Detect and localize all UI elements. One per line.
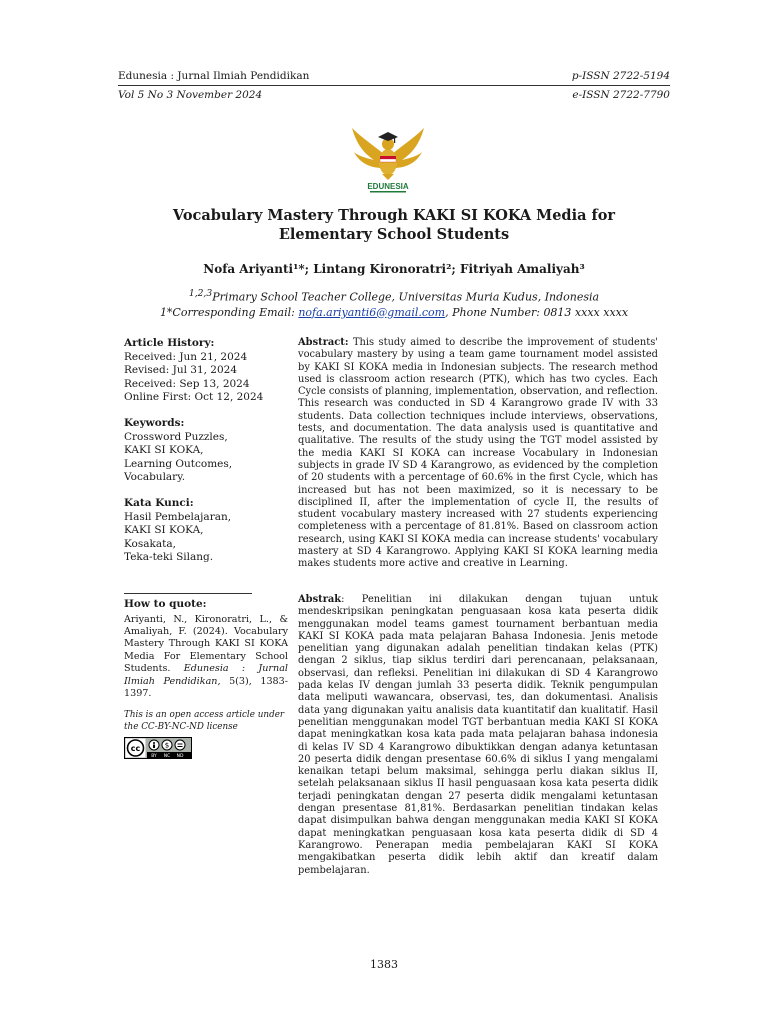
history-heading: Article History: xyxy=(124,337,215,349)
cc-license-badge-icon[interactable] xyxy=(124,737,192,759)
title-line-1: Vocabulary Mastery Through KAKI SI KOKA Media for xyxy=(172,207,616,224)
keyword-item: KAKI SI KOKA, xyxy=(124,444,204,457)
page-number: 1383 xyxy=(370,958,398,971)
howto-heading: How to quote: xyxy=(124,597,207,610)
history-item: Revised: Jul 31, 2024 xyxy=(124,364,238,377)
pissn: p-ISSN 2722-5194 xyxy=(571,70,670,82)
howto-citation: Ariyanti, N., Kironoratri, L., & Amaliyah, F. (2024). Vocabulary Mastery Through KAKI SI KOKA Media For Elementary School Students. Edunesia : Jurnal Ilmiah Pendidikan, 5(3), 1383-1397. xyxy=(124,613,288,699)
keyword-item: Vocabulary. xyxy=(124,471,186,484)
keyword-item: Crossword Puzzles, xyxy=(124,430,228,443)
cc-nd-label: ND xyxy=(176,754,184,760)
cc-by-label: BY xyxy=(151,754,157,760)
howto-rule xyxy=(124,593,252,594)
volume-info: Vol 5 No 3 November 2024 xyxy=(118,89,263,101)
history-item: Received: Jun 21, 2024 xyxy=(124,350,248,363)
article-title xyxy=(118,206,670,244)
svg-text:cc: cc xyxy=(130,744,141,754)
abstract-text: This study aimed to describe the improvement of students' vocabulary mastery by using a team game tournament model assisted by KAKI SI KOKA media in Indonesian subjects. The research method used is classroom action research (PTK), which has two cycles. Each Cycle consists of planning, implementation, observation, and reflection. This research was conducted in SD 4 Karangrowo grade IV with 33 students. Data collection techniques include interviews, observations, tests, and documentation. The data analysis used is quantitative and qualitative. The results of the study using the TGT model assisted by the media KAKI SI KOKA can increase Vocabulary in Indonesian subjects in grade IV SD 4 Karangrowo, as evidenced by the completion of 20 students with a percentage of 60.6% in the first Cycle, which has increased but has not been maximized, so it is necessary to be disciplined II, after the implementation of cycle II, the results of student vocabulary mastery increased with 27 students experiencing completeness with a percentage of 81.81%. Based on classroom action research, using KAKI SI KOKA media can increase students' vocabulary mastery at SD 4 Karangrowo. Applying KAKI SI KOKA learning media makes students more active and creative in Learning. xyxy=(298,337,658,570)
affiliation: $^{1,2,3}$Primary School Teacher College, Universitas Muria Kudus, Indonesia xyxy=(188,288,600,304)
author-list: Nofa Ariyanti¹*; Lintang Kironoratri²; Fitriyah Amaliyah³ xyxy=(203,262,585,276)
corresponding-line: 1*Corresponding Email: nofa.ariyanti6@gmail.com, Phone Number: 0813 xxxx xxxx xyxy=(159,305,629,319)
edunesia-logo-icon xyxy=(348,118,428,196)
journal-name: Edunesia : Jurnal Ilmiah Pendidikan xyxy=(118,70,310,82)
left-sidebar xyxy=(124,337,288,764)
eissn: e-ISSN 2722-7790 xyxy=(572,89,670,101)
kata-kunci-heading: Kata Kunci: xyxy=(124,496,194,509)
abstract-label: Abstract: xyxy=(298,337,349,348)
logo-text: EDUNESIA xyxy=(367,182,409,191)
svg-text:$: $ xyxy=(164,741,170,750)
abstract-english xyxy=(298,337,658,571)
abstract-indonesian xyxy=(298,594,658,877)
kata-kunci-item: KAKI SI KOKA, xyxy=(124,524,204,537)
history-item: Online First: Oct 12, 2024 xyxy=(124,391,264,404)
license-text: This is an open access article under the CC-BY-NC-ND license xyxy=(124,710,285,732)
running-header-top xyxy=(118,70,670,82)
kata-kunci-item: Teka-teki Silang. xyxy=(124,551,214,564)
affiliation-block xyxy=(118,286,670,320)
history-item: Received: Sep 13, 2024 xyxy=(124,377,250,390)
running-header-bottom xyxy=(118,89,670,101)
title-line-2: Elementary School Students xyxy=(278,226,510,243)
abstrak-text: : Penelitian ini dilakukan dengan tujuan untuk mendeskripsikan peningkatan penguasaan kosa kata peserta didik menggunakan model teams gamest tournament berbantuan media KAKI SI KOKA pada mata pelajaran Bahasa Indonesia. Jenis metode penelitian yang digunakan adalah penelitian tindakan kelas (PTK) dengan 2 siklus, tiap siklus terdiri dari perencanaan, pelaksanaan, observasi, dan refleksi. Penelitian ini dilakukan di SD 4 Karangrowo pada kelas IV dengan jumlah 33 peserta didik. Teknik pengumpulan data meliputi wawancara, observasi, tes, dan dokumentasi. Analisis data yang digunakan yaitu analisis data kuantitatif dan kualitatif. Hasil penelitian menggunakan model TGT berbantuan media KAKI SI KOKA dapat meningkatkan kosa kata pada mata pelajaran bahasa indonesia di kelas IV SD 4 Karangrowo dibuktikkan dengan adanya ketuntasan 20 peserta didik dengan presentase 60.6% di siklus I yang mengalami kenaikan tetapi belum maksimal, sehingga perlu diakan siklus II, setelah pelaksanaan siklus II hasil penguasaan kosa kata peserta didik terjadi peningkatan dengan 27 peserta didik mengalami ketuntasan dengan presentase 81,81%. Berdasarkan penelitian tindakan kelas dapat disimpulkan bahwa dengan menggunakan media KAKI SI KOKA dapat meningkatkan penguasaan kosa kata peserta didik di SD 4 Karangrowo. Penerapan media pembelajaran KAKI SI KOKA mengakibatkan peserta didik lebih aktif dan kreatif dalam pembelajaran. xyxy=(298,594,658,876)
kata-kunci-item: Kosakata, xyxy=(124,537,176,550)
keywords-heading: Keywords: xyxy=(124,416,185,429)
email-link[interactable]: nofa.ariyanti6@gmail.com xyxy=(298,305,446,319)
affiliation-sup: 1,2,3 xyxy=(188,288,213,299)
keyword-item: Learning Outcomes, xyxy=(124,457,233,470)
header-rule xyxy=(118,85,670,86)
kata-kunci-item: Hasil Pembelajaran, xyxy=(124,510,232,523)
abstrak-label: Abstrak xyxy=(298,594,342,605)
cc-nc-label: NC xyxy=(163,754,171,760)
